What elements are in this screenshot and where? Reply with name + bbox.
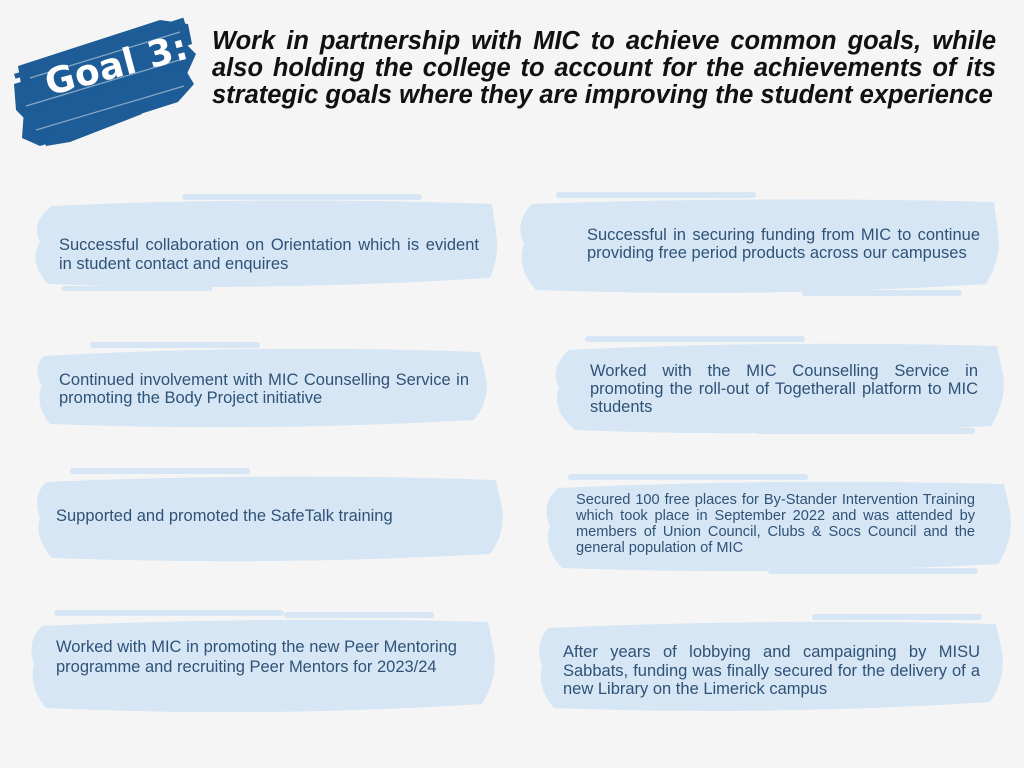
- achievement-text: Secured 100 free places for By-Stander Intervention Training which took place in September 2022 and was attended by members of Union Council, Clubs & Socs Council and the general population of MIC: [576, 492, 975, 556]
- achievement-text: After years of lobbying and campaigning by MISU Sabbats, funding was finally secured for the delivery of a new Library on the Limerick campus: [563, 643, 980, 698]
- achievement-text: Successful collaboration on Orientation which is evident in student contact and enquires: [59, 236, 479, 273]
- achievement-card: [30, 466, 506, 566]
- achievement-card: [24, 608, 498, 718]
- achievement-text: Successful in securing funding from MIC to continue providing free period products across our campuses: [587, 226, 980, 262]
- goal-badge: [10, 14, 200, 150]
- goal-headline: Work in partnership with MIC to achieve common goals, while also holding the college to account for the achievements of its strategic goals where they are improving the student experience: [212, 27, 996, 109]
- achievement-text: Continued involvement with MIC Counselling Service in promoting the Body Project initiative: [59, 371, 469, 407]
- achievement-card: [22, 192, 500, 294]
- achievement-card: [512, 188, 1002, 300]
- achievement-card: [545, 334, 1007, 438]
- goal-label: Goal 3:: [40, 26, 193, 105]
- achievement-text: Worked with the MIC Counselling Service in promoting the roll-out of Togetherall platform to MIC students: [590, 362, 978, 416]
- achievement-text: Worked with MIC in promoting the new Peer Mentoring programme and recruiting Peer Mentors for 2023/24: [56, 638, 457, 676]
- achievement-card: [538, 470, 1014, 576]
- achievement-card: [30, 340, 490, 430]
- achievement-card: [532, 612, 1006, 716]
- achievement-text: Supported and promoted the SafeTalk training: [56, 507, 393, 525]
